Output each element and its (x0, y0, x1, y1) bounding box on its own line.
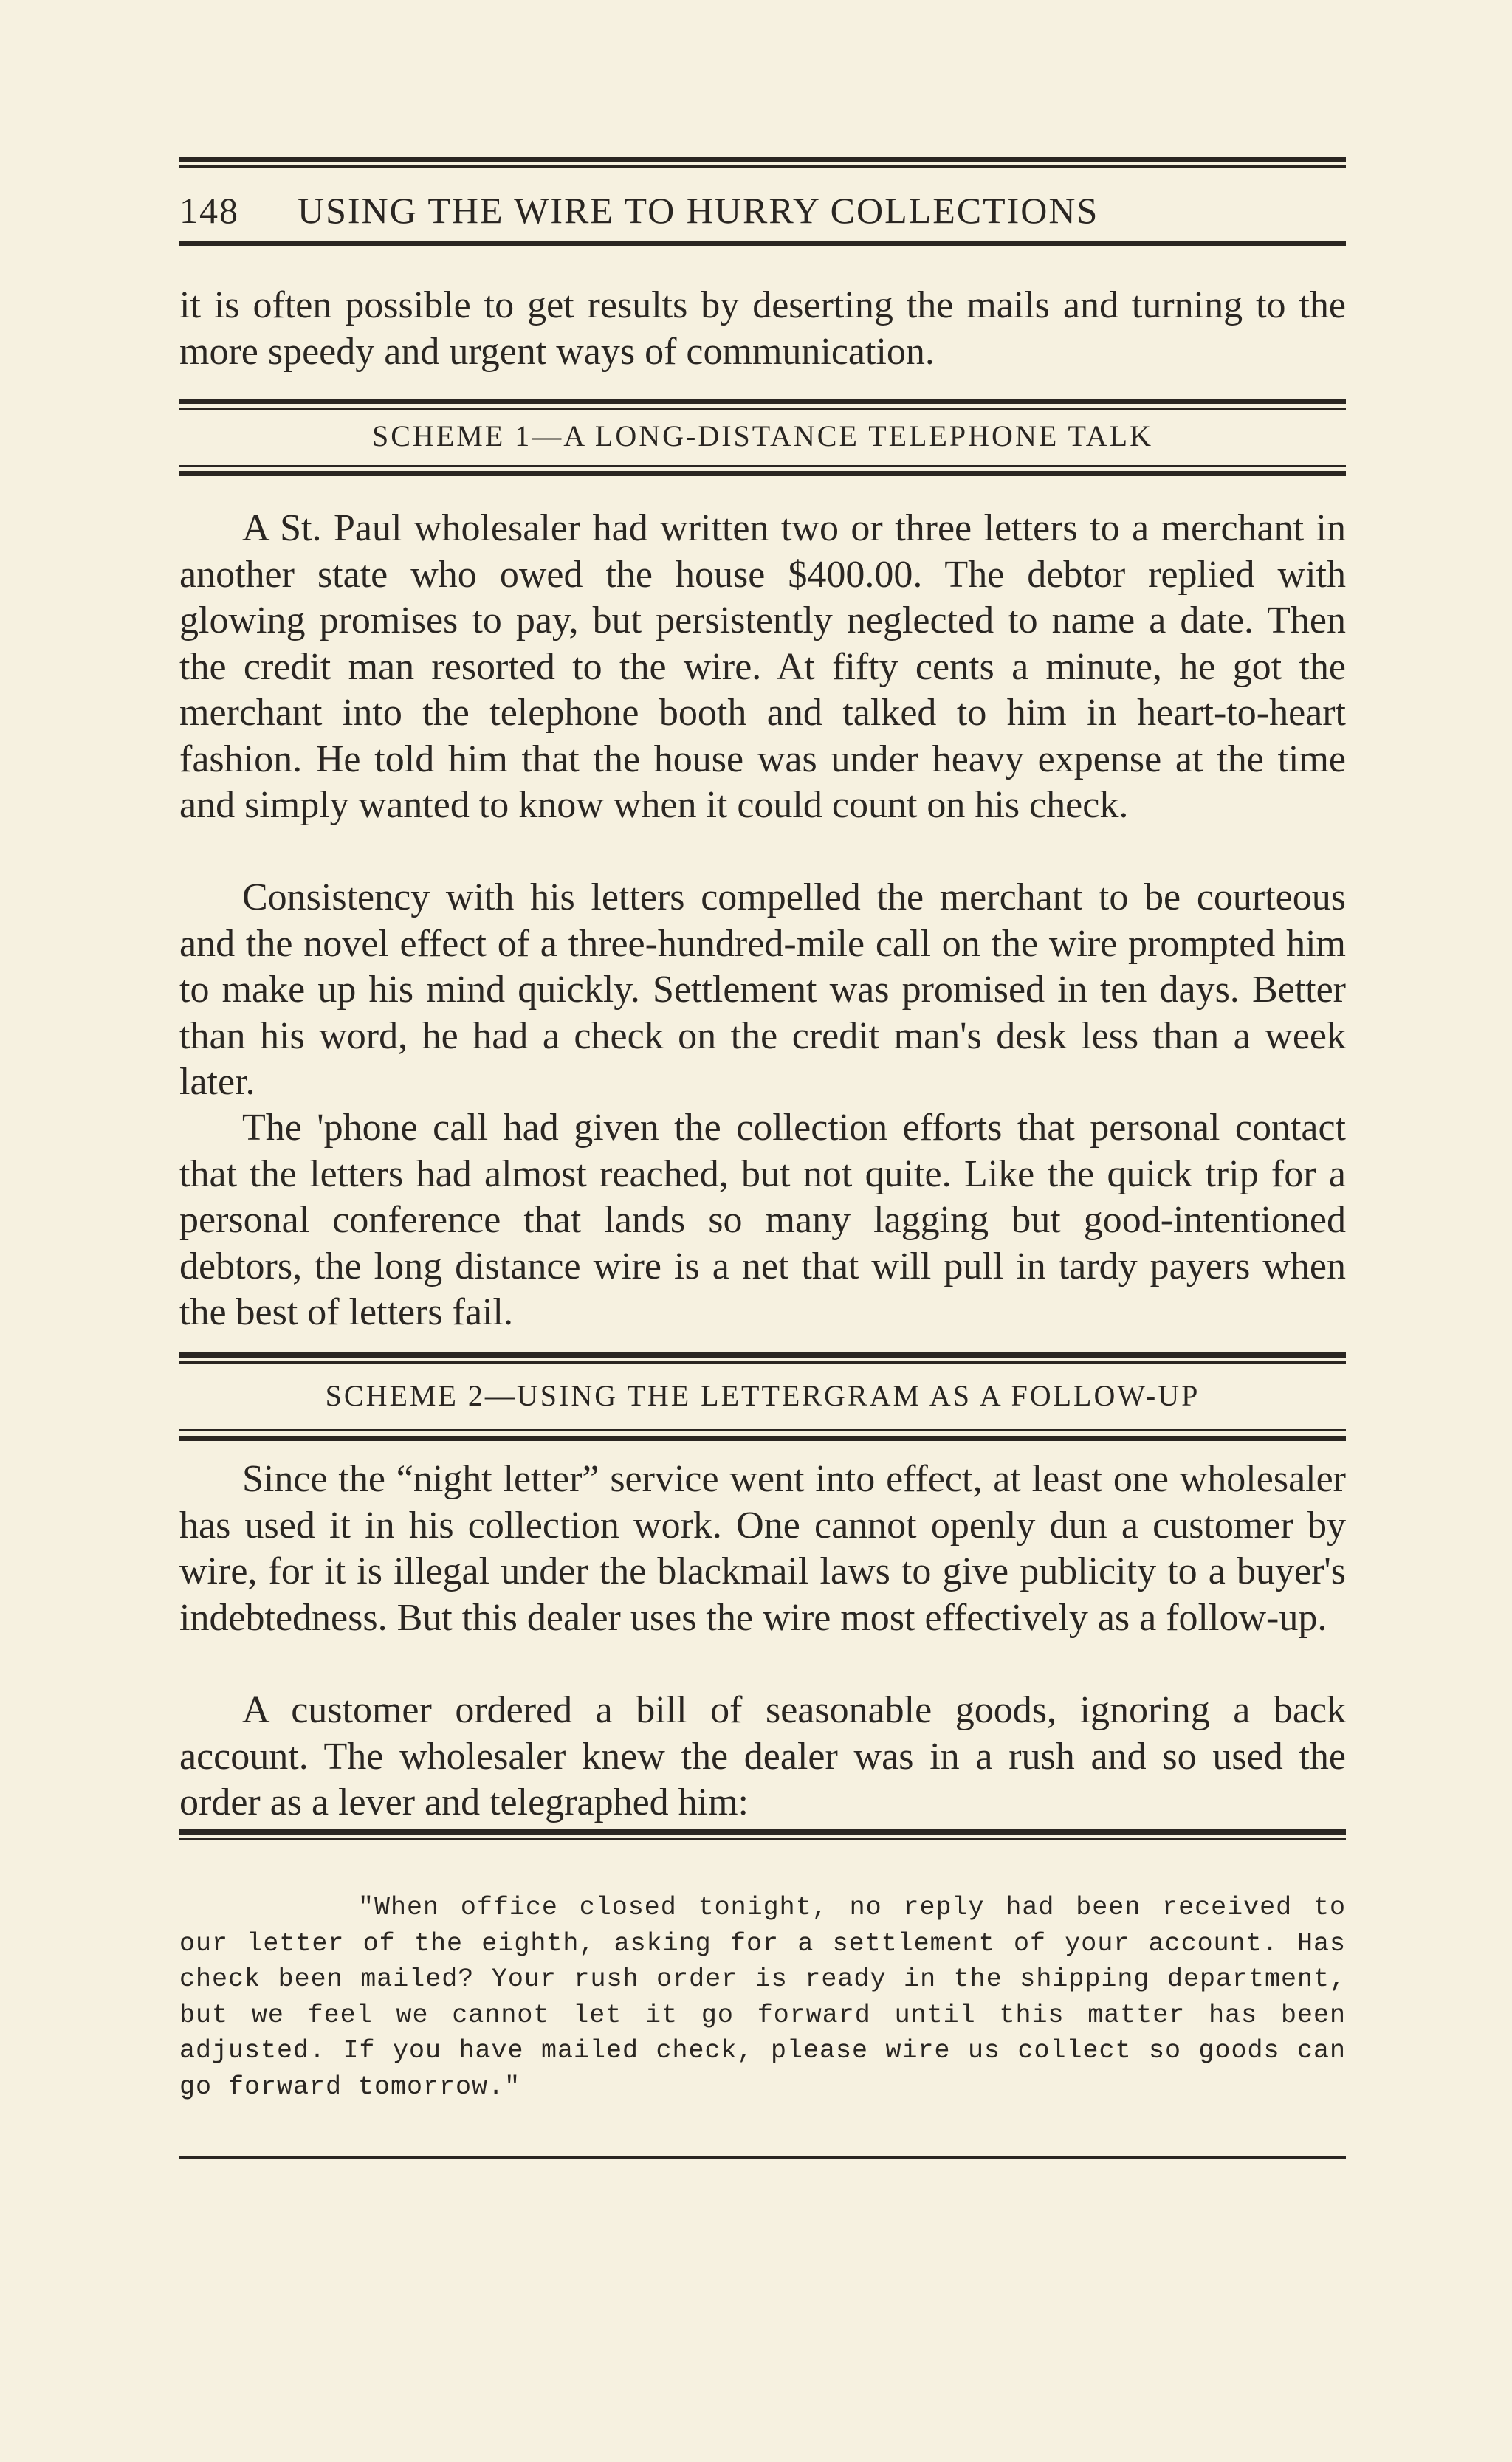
scheme1-rule-bottom-thin (179, 465, 1346, 467)
running-head (179, 185, 1346, 236)
running-head-title: USING THE WIRE TO HURRY COLLECTIONS (298, 190, 1099, 231)
intro-paragraph: it is often possible to get results by deserting the mails and turning to the more speedy and urgent ways of communication. (179, 284, 1346, 373)
telegram-rule-top (179, 1829, 1346, 1835)
scheme2-paragraph-1: Since the “night letter” service went into effect, at least one wholesaler has used it in his collection work. One cannot openly dun a customer by wire, for it is illegal under the blackmail laws to give publicity to a buyer's indebtedness. But this dealer uses the wire most effectively as a follow-up. (179, 1458, 1346, 1639)
scheme2-rule-bottom-thin (179, 1429, 1346, 1431)
page-number: 148 (179, 190, 239, 231)
scheme1-rule-bottom (179, 471, 1346, 476)
telegram-text: "When office closed tonight, no reply had been received to our letter of the eighth, asking for a settlement of your account. Has check been mailed? Your rush order is ready in the shipping department, but we feel we cannot let it go forward until this matter has been adjusted. If you have mailed check, please wire us collect so goods can go forward tomorrow." (179, 1893, 1346, 2102)
scheme2-heading: SCHEME 2—USING THE LETTERGRAM AS A FOLLOW-UP (325, 1379, 1200, 1412)
scheme2-rule-top-thin (179, 1361, 1346, 1364)
scheme1-paragraph-1: A St. Paul wholesaler had written two or three letters to a merchant in another state who owed the house $400.00. The debtor replied with glowing promises to pay, but persistently neglected to name a date. Then the credit man resorted to the wire. At fifty cents a minute, he got the merchant into the telephone booth and talked to him in heart-to-heart fashion. He told him that the house was under heavy expense at the time and simply wanted to know when it could count on his check. (179, 507, 1346, 826)
header-rule (179, 241, 1346, 246)
telegram-rule-top-thin (179, 1838, 1346, 1840)
scheme1-rule-top (179, 399, 1346, 404)
book-page (179, 0, 1346, 2462)
scheme2-paragraph-2: A customer ordered a bill of seasonable goods, ignoring a back account. The wholesaler knew the dealer was in a rush and so used the order as a lever and telegraphed him: (179, 1689, 1346, 1823)
scheme1-paragraph-2: Consistency with his letters compelled the merchant to be courteous and the novel effect of a three-hundred-mile call on the wire prompted him to make up his mind quickly. Settlement was promised in ten days. Better than his word, he had a check on the credit man's desk less than a week later. (179, 876, 1346, 1103)
scheme2-rule-top (179, 1352, 1346, 1358)
top-rule (179, 157, 1346, 162)
scheme2-rule-bottom (179, 1436, 1346, 1441)
scheme1-paragraph-3: The 'phone call had given the collection efforts that personal contact that the letters had almost reached, but not quite. Like the quick trip for a personal conference that lands so many lagging but good-intentioned debtors, the long distance wire is a net that will pull in tardy payers when the best of letters fail. (179, 1107, 1346, 1333)
top-rule-thin (179, 165, 1346, 168)
scheme1-heading: SCHEME 1—A LONG-DISTANCE TELEPHONE TALK (372, 419, 1153, 453)
scheme1-rule-top-thin (179, 408, 1346, 410)
telegram-rule-bottom (179, 2156, 1346, 2159)
